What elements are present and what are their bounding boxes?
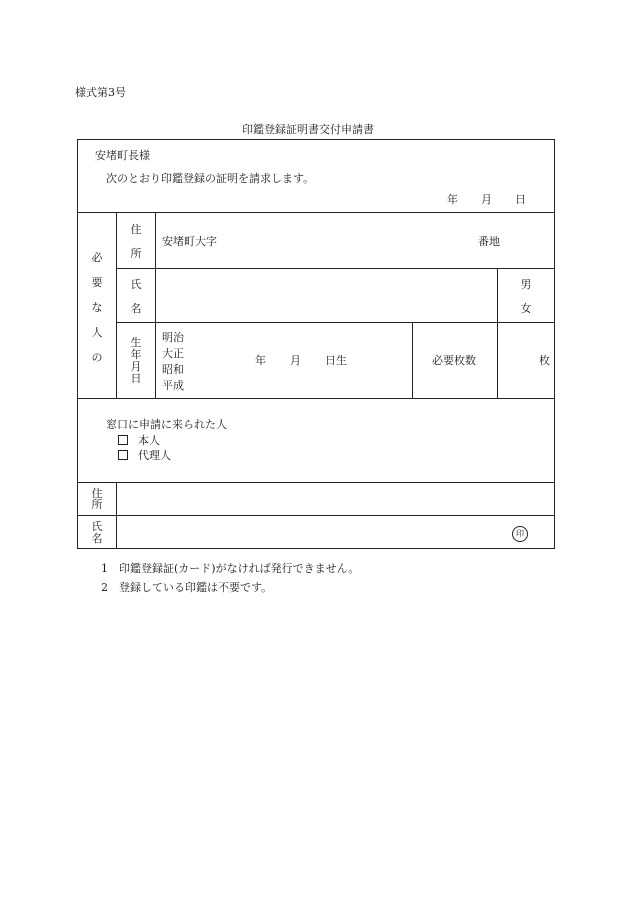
address-prefix: 安堵町大字: [162, 235, 217, 248]
name-label: 氏 名: [130, 278, 142, 315]
addressee: 安堵町長様: [95, 149, 150, 162]
divider: [116, 212, 117, 398]
applicant-heading: 窓口に申請に来られた人: [106, 418, 227, 431]
sex-options: [519, 279, 533, 314]
seal-mark: 印: [512, 526, 528, 542]
era-heisei: 平成: [162, 379, 184, 392]
divider: [497, 268, 498, 398]
era-showa: 昭和: [162, 363, 184, 376]
form-number: 様式第3号: [75, 86, 126, 99]
sex-female: 女: [520, 302, 532, 315]
option-agent[interactable]: 代理人: [118, 450, 171, 461]
date-year-label: 年: [447, 193, 458, 206]
applicant-address-label: 住 所: [91, 487, 103, 511]
birth-month-label: 月: [290, 354, 301, 367]
birth-year-label: 年: [255, 354, 266, 367]
divider: [155, 212, 156, 398]
copies-unit: 枚: [539, 354, 550, 367]
request-text: 次のとおり印鑑登録の証明を請求します。: [106, 172, 315, 185]
date-month-label: 月: [481, 193, 492, 206]
era-taisho: 大正: [162, 347, 184, 360]
note-item: 2 登録している印鑑は不要です。: [101, 581, 273, 594]
divider: [77, 212, 555, 213]
date-day-label: 日: [515, 193, 526, 206]
era-options: [162, 332, 188, 391]
birth-day-label: 日生: [325, 354, 347, 367]
form-title: 印鑑登録証明書交付申請書: [242, 123, 374, 136]
address-label: 住 所: [130, 223, 142, 260]
divider: [77, 482, 555, 483]
option-self[interactable]: 本人: [118, 435, 160, 446]
divider: [412, 322, 413, 398]
divider: [77, 515, 555, 516]
note-item: 1 印鑑登録証(カード)がなければ発行できません。: [101, 562, 360, 575]
section-label-person-needed: 必 要 な 人 の: [91, 251, 103, 364]
applicant-name-label: 氏 名: [91, 520, 103, 545]
address-suffix: 番地: [478, 235, 500, 248]
era-meiji: 明治: [162, 331, 184, 344]
divider: [116, 268, 555, 269]
checkbox-agent[interactable]: [118, 450, 128, 460]
divider: [116, 322, 555, 323]
checkbox-self[interactable]: [118, 435, 128, 445]
sex-male: 男: [520, 278, 532, 291]
divider: [116, 482, 117, 549]
copies-label: 必要枚数: [432, 354, 476, 367]
birth-date-label: 生 年 月 日: [130, 336, 142, 385]
divider: [77, 398, 555, 399]
